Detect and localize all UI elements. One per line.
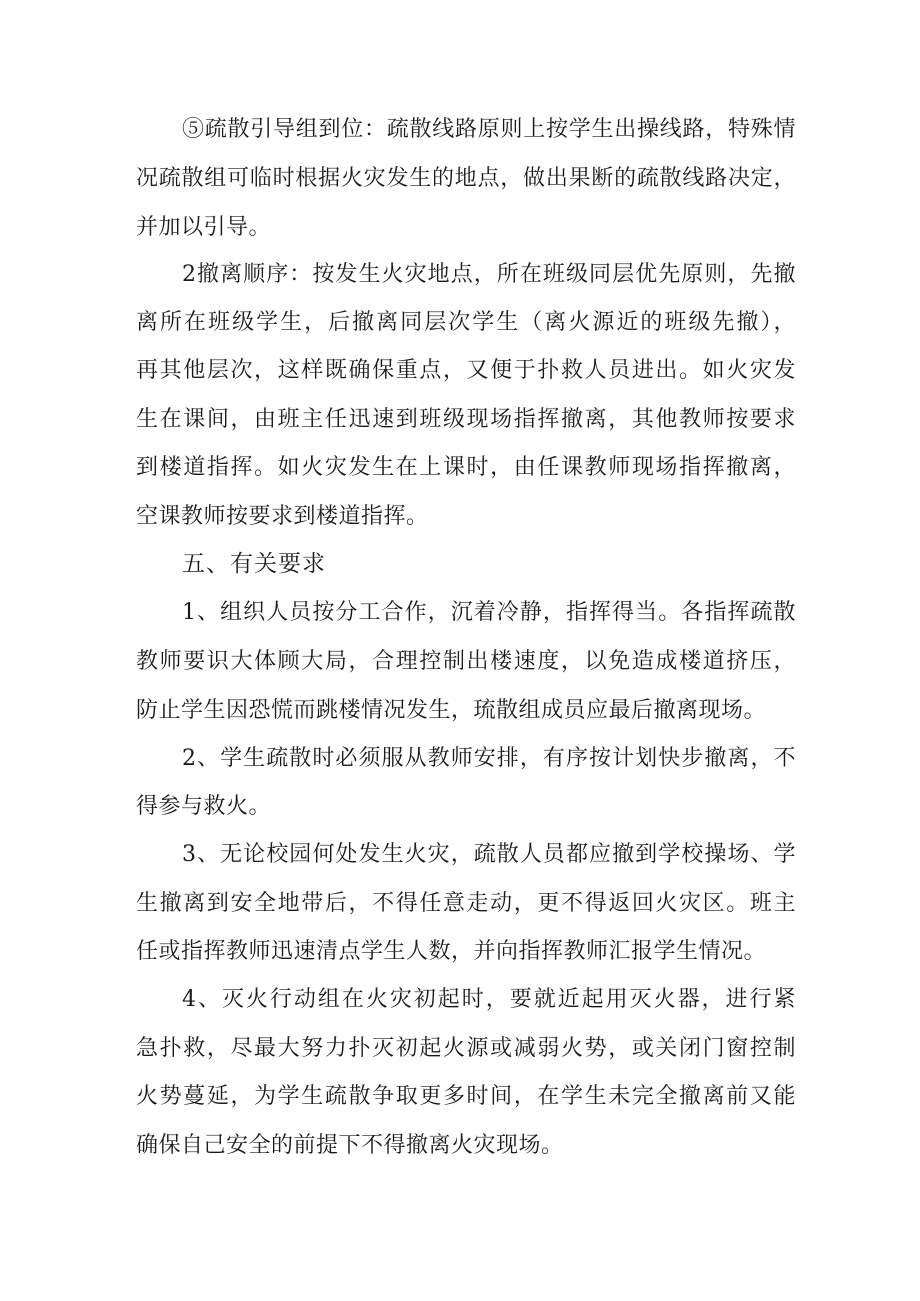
- paragraph-line: 生在课间，由班主任迅速到班级现场指挥撤离，其他教师按要求: [136, 407, 796, 432]
- requirement-line: 2、学生疏散时必须服从教师安排，有序按计划快步撤离，不: [182, 746, 796, 771]
- requirement-line: 1、组织人员按分工合作，沉着冷静，指挥得当。各指挥疏散: [182, 600, 796, 625]
- requirement-line: 教师要识大体顾大局，合理控制出楼速度，以免造成楼道挤压，: [136, 649, 796, 674]
- requirement-line: 4、灭火行动组在火灾初起时，要就近起用灭火器，进行紧: [182, 987, 796, 1012]
- requirement-line: 任或指挥教师迅速清点学生人数，并向指挥教师汇报学生情况。: [136, 939, 767, 964]
- paragraph-line: 并加以引导。: [136, 215, 272, 240]
- paragraph-line: 离所在班级学生，后撤离同层次学生（离火源近的班级先撤），: [136, 310, 796, 335]
- paragraph-line: 2撤离顺序：按发生火灾地点，所在班级同层优先原则，先撤: [182, 262, 796, 287]
- requirement-line: 生撤离到安全地带后，不得任意走动，更不得返回火灾区。班主: [136, 891, 796, 916]
- requirement-line: 防止学生因恐慌而跳楼情况发生，琉散组成员应最后撤离现场。: [136, 698, 767, 723]
- requirement-line: 确保自己安全的前提下不得撤离火灾现场。: [136, 1133, 564, 1158]
- paragraph-line: 况疏散组可临时根据火灾发生的地点，做出果断的疏散线路决定，: [136, 166, 796, 191]
- requirement-line: 3、无论校园何处发生火灾，疏散人员都应撤到学校操场、学: [182, 842, 796, 867]
- paragraph-line: ⑤疏散引导组到位：疏散线路原则上按学生出操线路，特殊情: [182, 117, 796, 142]
- paragraph-line: 空课教师按要求到楼道指挥。: [136, 504, 429, 529]
- requirement-line: 火势蔓延，为学生疏散争取更多时间，在学生未完全撤离前又能: [136, 1084, 796, 1109]
- section-heading: 五、有关要求: [182, 551, 326, 577]
- requirement-line: 急扑救，尽最大努力扑灭初起火源或减弱火势，或关闭门窗控制: [136, 1036, 796, 1061]
- paragraph-line: 到楼道指挥。如火灾发生在上课时，由任课教师现场指挥撤离，: [136, 455, 796, 480]
- paragraph-line: 再其他层次，这样既确保重点，又便于扑救人员进出。如火灾发: [136, 358, 796, 383]
- requirement-line: 得参与救火。: [136, 794, 272, 819]
